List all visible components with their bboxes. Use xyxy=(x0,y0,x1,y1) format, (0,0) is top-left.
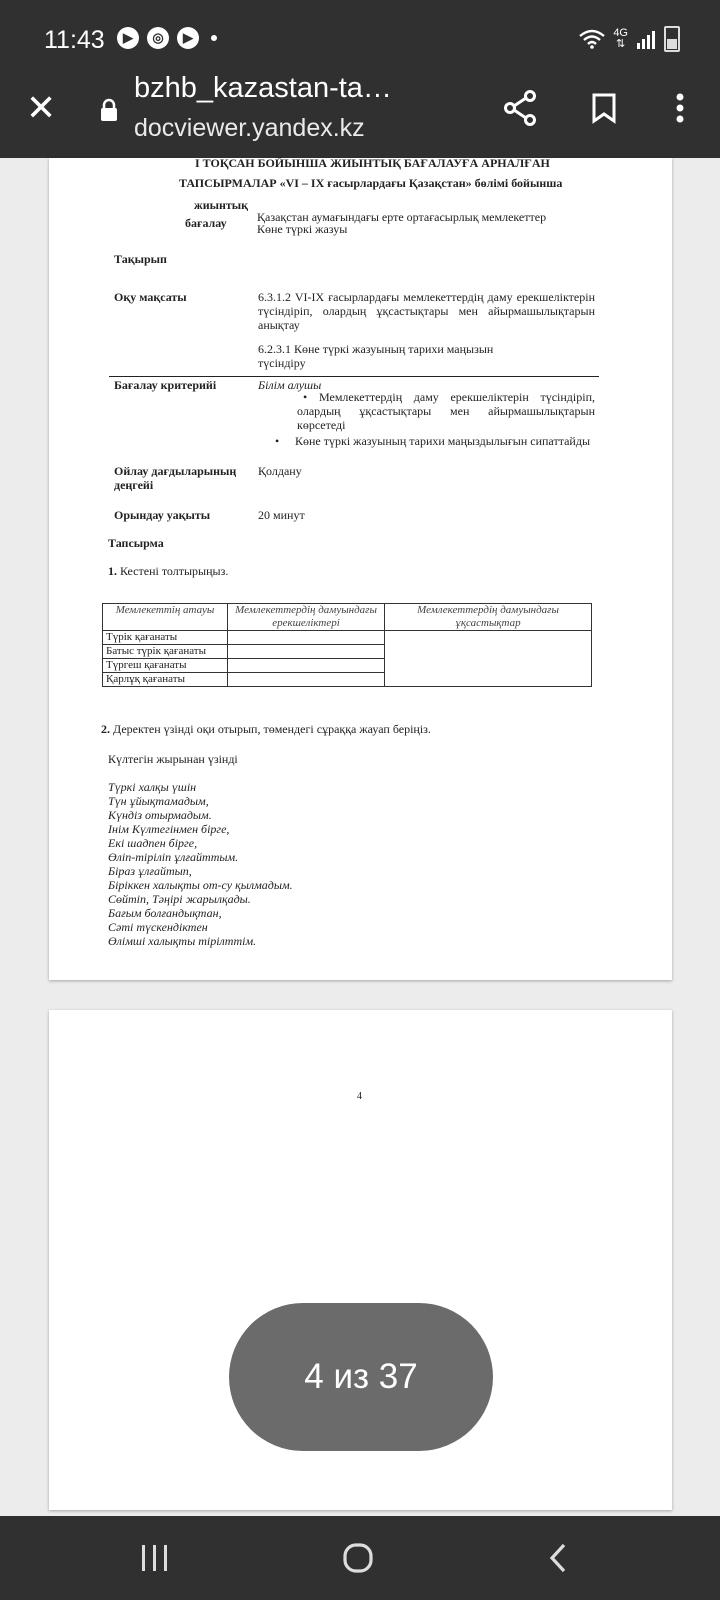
poem-line: Екі шадпен бірге, xyxy=(108,836,198,850)
signal-icon xyxy=(636,29,656,49)
task-2-number: 2. xyxy=(101,722,110,736)
poem-line: Өліп-тіріліп ұлғайттым. xyxy=(108,850,239,864)
status-bar xyxy=(0,0,720,80)
poem-line: Сөйтіп, Тәңірі жарылқады. xyxy=(108,892,251,906)
topic-value-1: Қазақстан аумағындағы ерте ортағасырлық мемлекеттер xyxy=(257,210,547,224)
url-domain: docviewer.yandex.kz xyxy=(134,114,365,142)
table-row xyxy=(103,631,592,645)
recent-apps-button[interactable] xyxy=(130,1536,180,1580)
settings-notification-icon: ◎ xyxy=(147,27,169,49)
home-icon xyxy=(342,1542,374,1574)
recent-apps-icon xyxy=(140,1544,170,1572)
app-notification-icon: ▶ xyxy=(117,27,139,49)
topic-label: Тақырып xyxy=(114,252,167,266)
document-page[interactable] xyxy=(49,158,672,980)
more-options-button[interactable] xyxy=(658,86,702,130)
doc-heading-line2: ТАПСЫРМАЛАР «VI – IX ғасырлардағы Қазақстан» бөлімі бойынша xyxy=(179,176,563,190)
bullet: • xyxy=(303,390,308,404)
bookmark-button[interactable] xyxy=(582,86,626,130)
criteria-intro: Білім алушы xyxy=(258,378,322,392)
poem-line: Түркі халқы үшін xyxy=(108,780,197,794)
table-cell-empty xyxy=(385,631,592,687)
task-2-text: Деректен үзінді оқи отырып, төмендегі сұраққа жауап беріңіз. xyxy=(113,722,431,736)
poem-line: Біріккен халықты от-су қылмадым. xyxy=(108,878,293,892)
home-button[interactable] xyxy=(333,1536,383,1580)
criteria-item-2: Көне түркі жазуының тарихи маңыздылығын сипаттайды xyxy=(295,434,591,448)
table-cell: Батыс түрік қағанаты xyxy=(103,645,228,659)
page-counter: 4 из 37 xyxy=(229,1303,493,1451)
goal-label: Оқу мақсаты xyxy=(114,290,187,304)
poem-line: Біраз ұлғайтып, xyxy=(108,864,192,878)
system-indicators xyxy=(579,26,680,52)
page-number: 4 xyxy=(357,1091,362,1102)
doc-heading-line4: бағалау xyxy=(185,216,227,230)
table-header-cell: Мемлекеттердің дамуындағы ерекшеліктері xyxy=(228,604,385,631)
document-title: bzhb_kazastan-ta… xyxy=(134,72,392,104)
more-notifications-dot xyxy=(211,35,217,41)
doc-heading-line1: I ТОҚСАН БОЙЫНША ЖИЫНТЫҚ БАҒАЛАУҒА АРНАЛҒАН xyxy=(195,156,550,170)
topic-value-2: Көне түркі жазуы xyxy=(257,222,348,236)
system-navigation-bar xyxy=(0,1516,720,1600)
table-cell-empty xyxy=(228,645,385,659)
table-cell: Түргеш қағанаты xyxy=(103,659,228,673)
poem-line: Күндіз отырмадым. xyxy=(108,808,212,822)
close-icon[interactable]: ✕ xyxy=(26,87,57,128)
poem-line: Бағым болғандықтан, xyxy=(108,906,222,920)
time-label: Орындау уақыты xyxy=(114,508,211,522)
excerpt-title: Күлтегін жырынан үзінді xyxy=(108,752,238,766)
task-2 xyxy=(101,722,431,736)
task-1-number: 1. xyxy=(108,564,117,578)
task-1 xyxy=(108,564,228,578)
bullet: • xyxy=(275,434,280,448)
fill-in-table xyxy=(102,603,592,687)
poem-line: Түн ұйықтамадым, xyxy=(108,794,209,808)
app-notification-icon: ▶ xyxy=(177,27,199,49)
clock: 11:43 xyxy=(44,26,105,54)
poem-excerpt xyxy=(108,780,293,948)
criteria-item-1: Мемлекеттердің даму ерекшеліктерін түсіндіріп, олардың ұқсастықтары мен айырмашылықтарын көрсетеді xyxy=(297,390,595,432)
table-cell: Түрік қағанаты xyxy=(103,631,228,645)
poem-line: Інім Күлтегінмен бірге, xyxy=(108,822,230,836)
wifi-icon xyxy=(579,29,605,49)
lock-icon xyxy=(99,98,119,122)
back-icon xyxy=(548,1543,568,1573)
battery-icon xyxy=(664,26,680,52)
table-cell-empty xyxy=(228,659,385,673)
time-value: 20 минут xyxy=(258,508,305,522)
data-arrows-icon: ⇅ xyxy=(616,38,626,50)
table-cell-empty xyxy=(228,673,385,687)
bookmark-icon xyxy=(591,92,617,124)
level-label: Ойлау дағдыларының деңгейі xyxy=(114,464,237,492)
table-cell-empty xyxy=(228,631,385,645)
notification-icons xyxy=(117,27,217,49)
task-1-text: Кестені толтырыңыз. xyxy=(120,564,229,578)
more-vert-icon xyxy=(675,92,685,124)
divider xyxy=(109,376,599,377)
share-button[interactable] xyxy=(498,86,542,130)
doc-heading-line3: жиынтық xyxy=(194,198,249,212)
table-header-cell: Мемлекеттердің дамуындағы ұқсастықтар xyxy=(385,604,592,631)
task-label: Тапсырма xyxy=(108,536,164,550)
table-header-cell: Мемлекеттің атауы xyxy=(103,604,228,631)
goal-text-2: 6.2.3.1 Көне түркі жазуының тарихи маңызын түсіндіру xyxy=(258,342,494,370)
level-value: Қолдану xyxy=(258,464,302,478)
criteria-label: Бағалау критерийі xyxy=(114,378,217,392)
poem-line: Сәті түскендіктен xyxy=(108,920,208,934)
network-type-indicator xyxy=(613,28,628,50)
share-icon xyxy=(503,90,537,126)
back-button[interactable] xyxy=(533,1536,583,1580)
network-label: 4G xyxy=(613,27,628,39)
table-header-row xyxy=(103,604,592,631)
poem-line: Өлімші халықты тірілттім. xyxy=(108,934,257,948)
table-cell: Қарлұқ қағанаты xyxy=(103,673,228,687)
goal-text-1: 6.3.1.2 VI-IX ғасырлардағы мемлекеттердің даму ерекшеліктерін түсіндіріп, олардың ұқсастықтары мен айырмашылықтарын анықтау xyxy=(258,290,595,332)
browser-toolbar xyxy=(0,72,720,158)
